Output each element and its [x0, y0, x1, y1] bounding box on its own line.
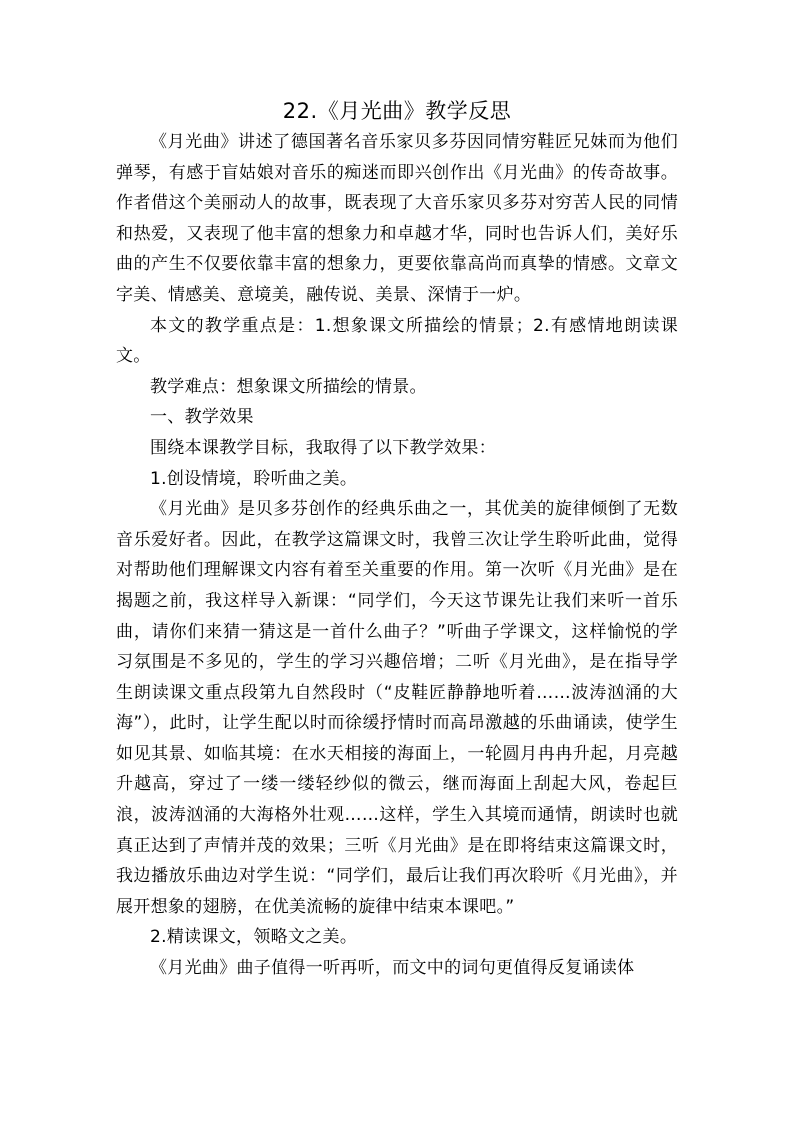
paragraph-read-text: 《月光曲》曲子值得一听再听，而文中的词句更值得反复诵读体 [150, 958, 635, 979]
paragraph-difficulty: 教学难点：想象课文所描绘的情景。 [150, 376, 427, 397]
paragraph-listen-music: 《月光曲》是贝多芬创作的经典乐曲之一，其优美的旋律倾倒了无数音乐爱好者。因此，在教学这篇课文时，我曾三次让学生聆听此曲，觉得对帮助他们理解课文内容有着至关重要的作用。第一次听《月光曲》是在揭题之前，我这样导入新课：“同学们，今天这节课先让我们来听一首乐曲，请你们来猜一猜这是一首什么曲子？”听曲子学课文，这样愉悦的学习氛围是不多见的，学生的学习兴趣倍增；二听《月光曲》，是在指导学生朗读课文重点段第九自然段时（“皮鞋匠静静地听着……波涛汹涌的大海”），此时，让学生配以时而徐缓抒情时而高昂激越的乐曲诵读，使学生如见其景、如临其境：在水天相接的海面上，一轮圆月冉冉升起，月亮越升越高，穿过了一缕一缕轻纱似的微云，继而海面上刮起大风，卷起巨浪，波涛汹涌的大海格外壮观……这样，学生入其境而通情，朗读时也就真正达到了声情并茂的效果；三听《月光曲》是在即将结束这篇课文时，我边播放乐曲边对学生说：“同学们，最后让我们再次聆听《月光曲》，并展开想象的翅膀，在优美流畅的旋律中结束本课吧。” [116, 499, 678, 917]
paragraph-key-points: 本文的教学重点是：1.想象课文所描绘的情景；2.有感情地朗读课文。 [116, 315, 678, 367]
section-heading-teaching-effect: 一、教学效果 [150, 407, 254, 428]
subheading-read-text: 2.精读课文，领略文之美。 [150, 927, 358, 948]
document-title: 22.《月光曲》教学反思 [282, 99, 512, 123]
document-body [116, 127, 678, 984]
paragraph-intro: 《月光曲》讲述了德国著名音乐家贝多芬因同情穷鞋匠兄妹而为他们弹琴，有感于盲姑娘对音乐的痴迷而即兴创作出《月光曲》的传奇故事。作者借这个美丽动人的故事，既表现了大音乐家贝多芬对穷苦人民的同情和热爱，又表现了他丰富的想象力和卓越才华，同时也告诉人们，美好乐曲的产生不仅要依靠丰富的想象力，更要依靠高尚而真挚的情感。文章文字美、情感美、意境美，融传说、美景、深情于一炉。 [116, 132, 678, 305]
paragraph-effect-intro: 围绕本课教学目标，我取得了以下教学效果： [150, 437, 496, 458]
subheading-listen-music: 1.创设情境，聆听曲之美。 [150, 468, 358, 489]
